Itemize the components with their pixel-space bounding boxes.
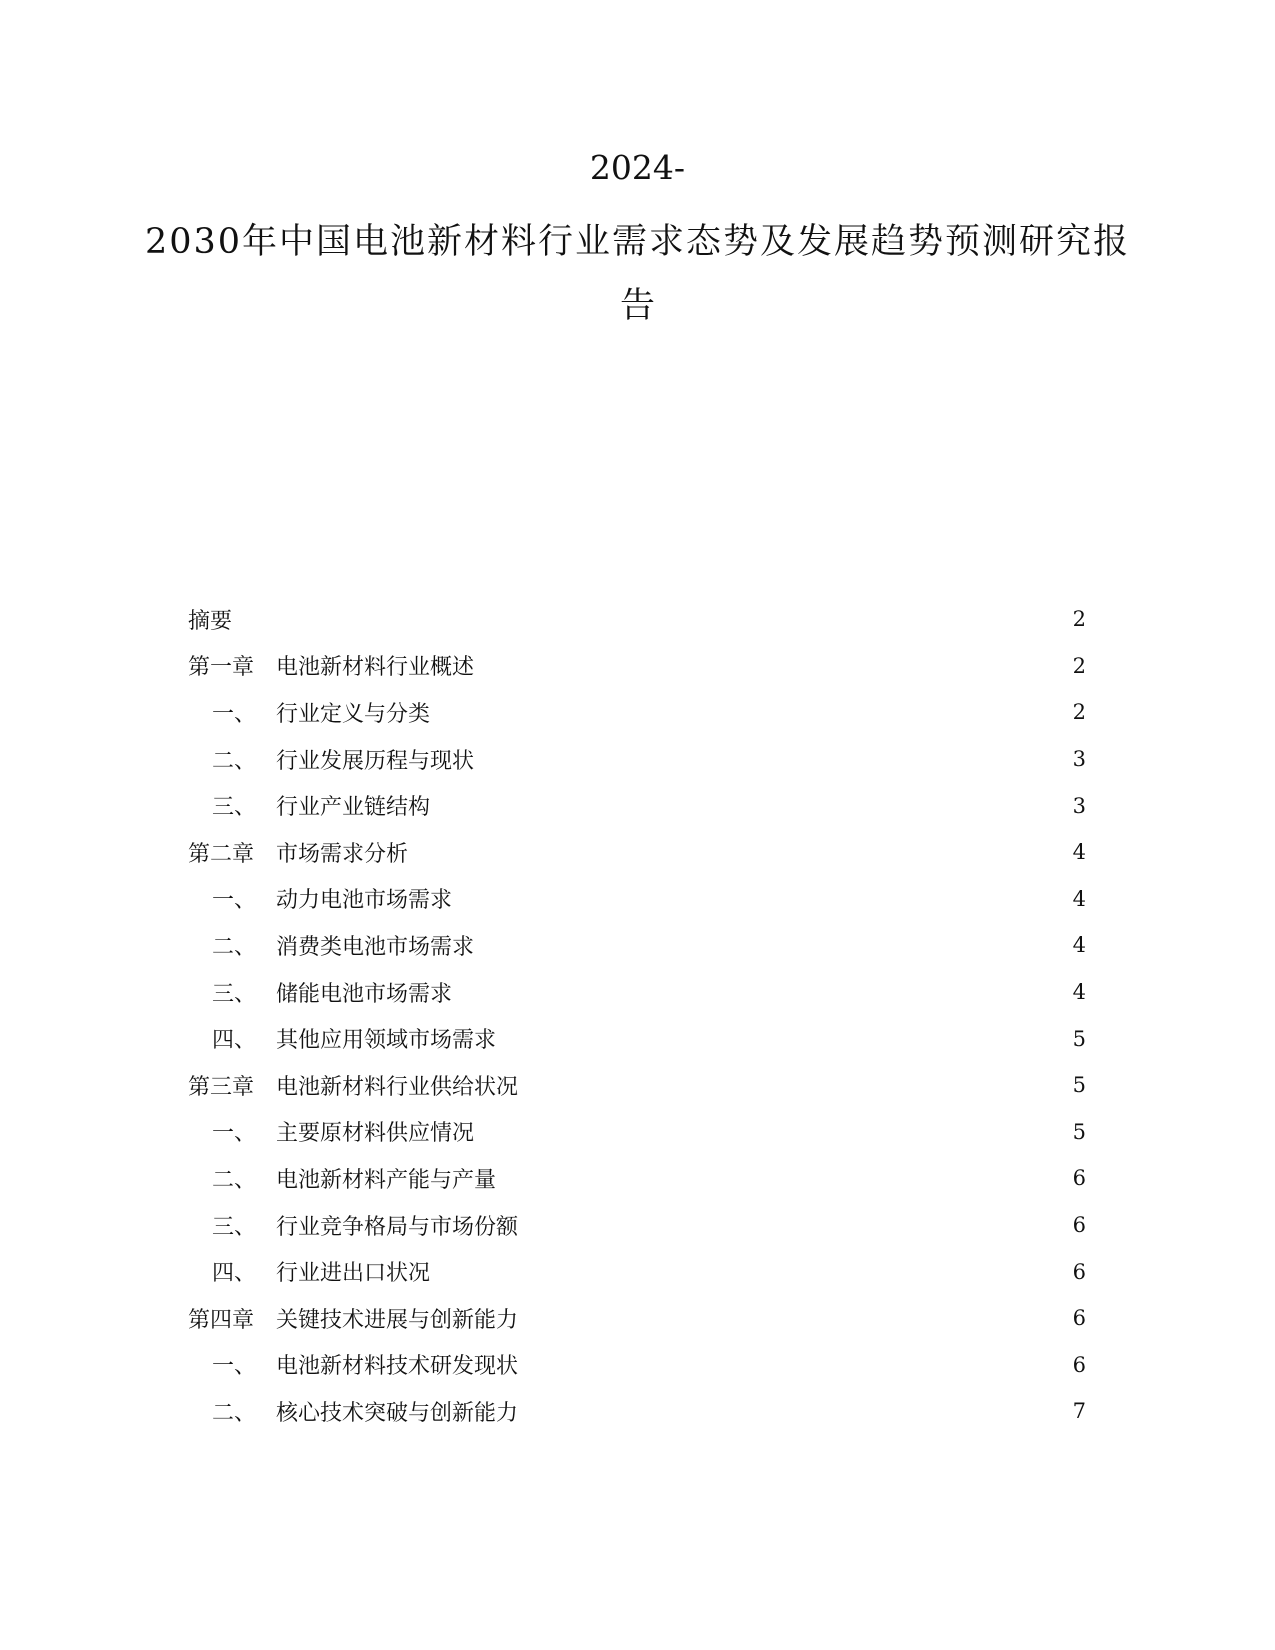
toc-entry-label: 电池新材料行业概述 [276,655,475,681]
toc-entry-label: 行业竞争格局与市场份额 [276,1214,519,1240]
toc-entry-number: 四、 [212,1028,257,1054]
toc-page-number: 7 [1072,1399,1086,1424]
dot-leader [456,888,1067,910]
dot-leader [522,1307,1067,1329]
dot-leader [500,1167,1067,1189]
title-line-1: 2024- [589,148,686,187]
toc-entry[interactable] [188,736,1086,783]
toc-entry-label: 电池新材料产能与产量 [276,1167,497,1193]
toc-entry[interactable] [188,643,1086,690]
toc-entry-label: 摘要 [188,608,233,634]
toc-page-number: 6 [1072,1352,1086,1377]
toc-entry-label: 核心技术突破与创新能力 [276,1400,519,1426]
toc-page-number: 4 [1072,933,1086,958]
toc-page-number: 6 [1072,1213,1086,1238]
toc-entry[interactable] [188,1388,1086,1435]
dot-leader [522,1354,1067,1376]
toc-entry-label: 消费类电池市场需求 [276,934,475,960]
toc-page-number: 4 [1072,886,1086,911]
toc-entry-number: 一、 [212,701,257,727]
toc-page-number: 6 [1072,1166,1086,1191]
dot-leader [456,981,1067,1003]
toc-entry[interactable] [188,1015,1086,1062]
toc-entry-number: 第二章 [188,841,255,867]
toc-entry-number: 一、 [212,888,257,914]
toc-page-number: 2 [1072,607,1086,632]
toc-entry[interactable] [188,782,1086,829]
dot-leader [434,701,1067,723]
toc-entry-number: 四、 [212,1261,257,1287]
toc-entry[interactable] [188,969,1086,1016]
toc-entry-label: 电池新材料技术研发现状 [276,1354,519,1380]
title-line-2: 2030年中国电池新材料行业需求态势及发展趋势预测研究报 [144,222,1131,262]
toc-entry[interactable] [188,689,1086,736]
toc-page-number: 4 [1072,840,1086,865]
toc-entry-number: 第三章 [188,1074,255,1100]
table-of-contents [188,596,1086,1435]
toc-page-number: 2 [1072,653,1086,678]
toc-entry[interactable] [188,1155,1086,1202]
toc-entry-label: 动力电池市场需求 [276,888,453,914]
toc-entry[interactable] [188,876,1086,923]
toc-page-number: 5 [1072,1026,1086,1051]
dot-leader [478,934,1067,956]
toc-entry-label: 关键技术进展与创新能力 [276,1307,519,1333]
toc-entry-number: 第一章 [188,655,255,681]
toc-entry-label: 行业产业链结构 [276,795,431,821]
toc-entry[interactable] [188,1202,1086,1249]
toc-entry-label: 电池新材料行业供给状况 [276,1074,519,1100]
toc-entry-label: 储能电池市场需求 [276,981,453,1007]
toc-entry-label: 行业发展历程与现状 [276,748,475,774]
title-line-3: 告 [619,286,655,326]
toc-entry-label: 行业进出口状况 [276,1261,431,1287]
toc-entry[interactable] [188,922,1086,969]
toc-page-number: 6 [1072,1259,1086,1284]
toc-entry-number: 一、 [212,1121,257,1147]
dot-leader [478,655,1067,677]
toc-entry-number: 三、 [212,981,257,1007]
dot-leader [478,1121,1067,1143]
toc-page-number: 5 [1072,1119,1086,1144]
toc-entry-number: 三、 [212,1214,257,1240]
toc-entry[interactable] [188,596,1086,643]
dot-leader [522,1214,1067,1236]
toc-entry-label: 其他应用领域市场需求 [276,1028,497,1054]
toc-entry[interactable] [188,1109,1086,1156]
toc-entry[interactable] [188,1295,1086,1342]
toc-entry-number: 二、 [212,748,257,774]
toc-page-number: 3 [1072,747,1086,772]
toc-entry-number: 二、 [212,1400,257,1426]
toc-entry[interactable] [188,1062,1086,1109]
toc-entry-number: 二、 [212,1167,257,1193]
dot-leader [434,1261,1067,1283]
dot-leader [412,841,1067,863]
dot-leader [500,1028,1067,1050]
toc-entry[interactable] [188,1342,1086,1389]
dot-leader [522,1400,1067,1422]
toc-entry-label: 市场需求分析 [276,841,409,867]
toc-entry-number: 一、 [212,1354,257,1380]
dot-leader [478,748,1067,770]
toc-entry-number: 第四章 [188,1307,255,1333]
toc-entry-label: 行业定义与分类 [276,701,431,727]
dot-leader [236,608,1067,630]
toc-page-number: 3 [1072,793,1086,818]
toc-entry-label: 主要原材料供应情况 [276,1121,475,1147]
toc-page-number: 2 [1072,700,1086,725]
toc-entry-number: 二、 [212,934,257,960]
toc-entry-number: 三、 [212,795,257,821]
toc-entry[interactable] [188,829,1086,876]
dot-leader [522,1074,1067,1096]
toc-entry[interactable] [188,1248,1086,1295]
dot-leader [434,795,1067,817]
toc-page-number: 4 [1072,980,1086,1005]
toc-page-number: 5 [1072,1073,1086,1098]
toc-page-number: 6 [1072,1306,1086,1331]
